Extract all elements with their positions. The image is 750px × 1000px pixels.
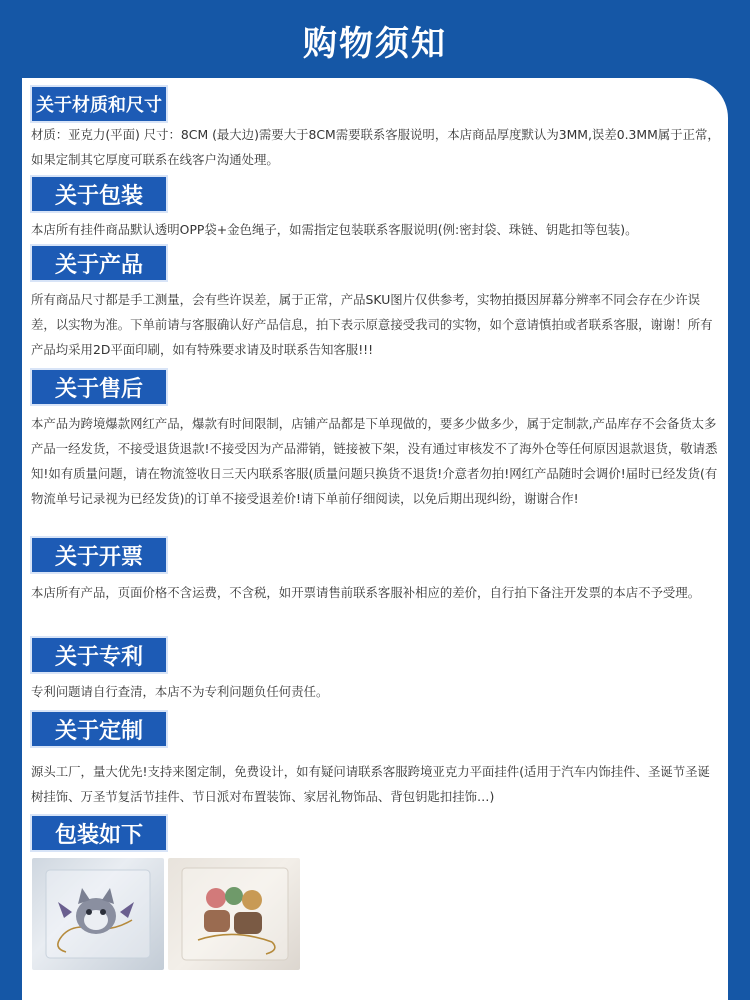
section-label-package-photos: 包装如下 — [30, 814, 168, 852]
section-label-product: 关于产品 — [30, 244, 168, 282]
section-text-packaging: 本店所有挂件商品默认透明OPP袋+金色绳子，如需指定包装联系客服说明(例:密封袋、珠链、钥匙扣等包装)。 — [31, 222, 638, 237]
section-text-custom: 源头工厂，量大优先!支持来图定制，免费设计，如有疑问请联系客服跨境亚克力平面挂件(适用于汽车内饰挂件、圣诞节圣诞树挂饰、万圣节复活节挂件、节日派对布置装饰、家居礼物饰品、背包钥匙扣挂饰…) — [31, 764, 710, 804]
page-title: 购物须知 — [303, 23, 447, 64]
section-label-material: 关于材质和尺寸 — [30, 85, 168, 123]
section-label-patent: 关于专利 — [30, 636, 168, 674]
package-photos — [32, 858, 300, 970]
notice-card — [22, 78, 728, 1000]
package-photo-cat — [32, 858, 164, 970]
section-label-aftersale: 关于售后 — [30, 368, 168, 406]
section-label-packaging: 关于包装 — [30, 175, 168, 213]
section-text-aftersale: 本产品为跨境爆款网红产品，爆款有时间限制，店铺产品都是下单现做的，要多少做多少，属于定制款,产品库存不会备货太多产品一经发货，不接受退货退款!不接受因为产品滞销，链接被下架，没有通过审核发不了海外仓等任何原因退款退货，敬请悉知!如有质量问题，请在物流签收日三天内联系客服(质量问题只换货不退货!介意者勿拍!网红产品随时会调价!届时已经发货(有物流单号记录视为已经发货)的订单不接受退差价!请下单前仔细阅读，以免后期出现纠纷，谢谢合作! — [31, 416, 718, 506]
section-label-custom: 关于定制 — [30, 710, 168, 748]
section-text-material: 材质：亚克力(平面) 尺寸：8CM (最大边)需要大于8CM需要联系客服说明，本店商品厚度默认为3MM,误差0.3MM属于正常，如果定制其它厚度可联系在线客户沟通处理。 — [31, 127, 720, 167]
section-text-invoice: 本店所有产品，页面价格不含运费，不含税，如开票请售前联系客服补相应的差价，自行拍下备注开发票的本店不予受理。 — [31, 585, 701, 600]
section-text-patent: 专利问题请自行查清，本店不为专利问题负任何责任。 — [31, 684, 329, 699]
page-header — [0, 0, 750, 80]
section-label-invoice: 关于开票 — [30, 536, 168, 574]
package-photo-figures — [168, 858, 300, 970]
section-text-product: 所有商品尺寸都是手工测量，会有些许误差，属于正常，产品SKU图片仅供参考，实物拍摄因屏幕分辨率不同会存在少许误差，以实物为准。下单前请与客服确认好产品信息，拍下表示原意接受我司的实物，如个意请慎拍或者联系客服，谢谢！所有产品均采用2D平面印刷，如有特殊要求请及时联系告知客服!!! — [31, 292, 713, 357]
